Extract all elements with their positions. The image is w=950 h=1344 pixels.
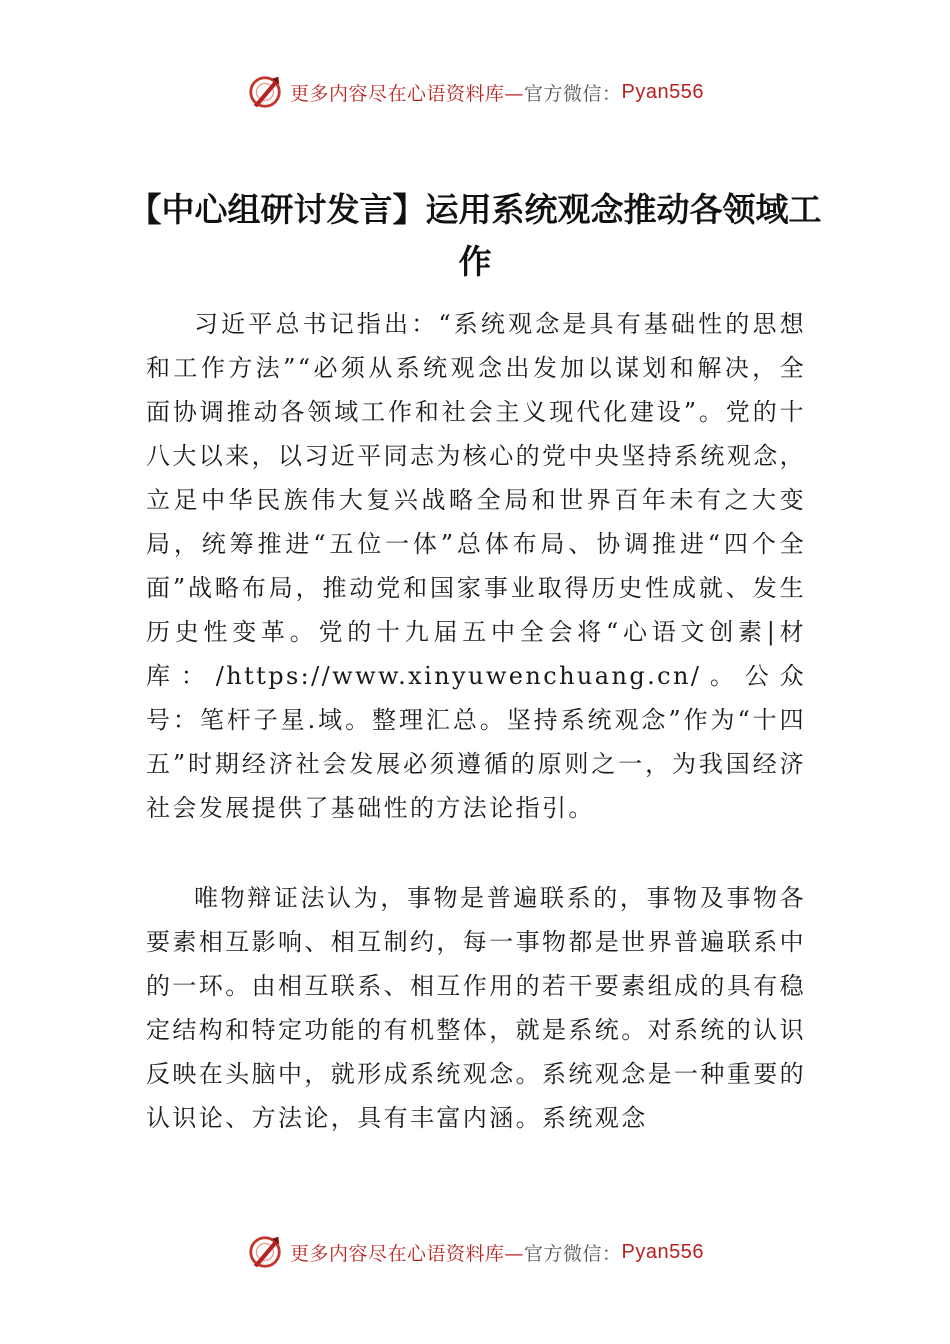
footer-watermark [0, 1232, 950, 1272]
watermark-main-text: 更多内容尽在心语资料库— [290, 1242, 525, 1265]
document-title: 【中心组研讨发言】运用系统观念推动各领域工作 [128, 190, 822, 282]
pen-nib-logo-icon [246, 73, 284, 111]
pen-nib-logo-icon [246, 1233, 284, 1271]
watermark-wechat-label: 官方微信： [524, 1242, 622, 1265]
watermark-main-text: 更多内容尽在心语资料库— [290, 82, 525, 105]
watermark-wechat-id: Pyan556 [621, 80, 704, 103]
watermark-wechat-label: 官方微信： [524, 82, 622, 105]
body-paragraph: 习近平总书记指出：“系统观念是具有基础性的思想和工作方法”“必须从系统观念出发加以谋划和解决，全面协调推动各领域工作和社会主义现代化建设”。党的十八大以来，以习近平同志为核心的党中央坚持系统观念， 立足中华民族伟大复兴战略全局和世界百年未有之大变局，统筹推进“五位一体”总体布局、协调推进“四个全面”战略布局，推动党和国家事业取得历史性成就、发生历史性变革。党的十九届五中全会将“心语文创素|材库：/https://www.xinyuwenchuang.cn/。公众号：笔杆子星.域。整理汇总。坚持系统观念”作为“十四五”时期经济社会发展必须遵循的原则之一，为我国经济社会发展提供了基础性的方法论指引。 [146, 310, 806, 822]
header-watermark [0, 72, 950, 112]
watermark-wechat-id: Pyan556 [621, 1240, 704, 1263]
body-paragraph: 唯物辩证法认为，事物是普遍联系的，事物及事物各要素相互影响、相互制约，每一事物都是世界普遍联系中的一环。由相互联系、相互作用的若干要素组成的具有稳定结构和特定功能的有机整体，就是系统。对系统的认识反映在头脑中，就形成系统观念。系统观念是一种重要的认识论、方法论，具有丰富内涵。系统观念 [146, 884, 806, 1132]
